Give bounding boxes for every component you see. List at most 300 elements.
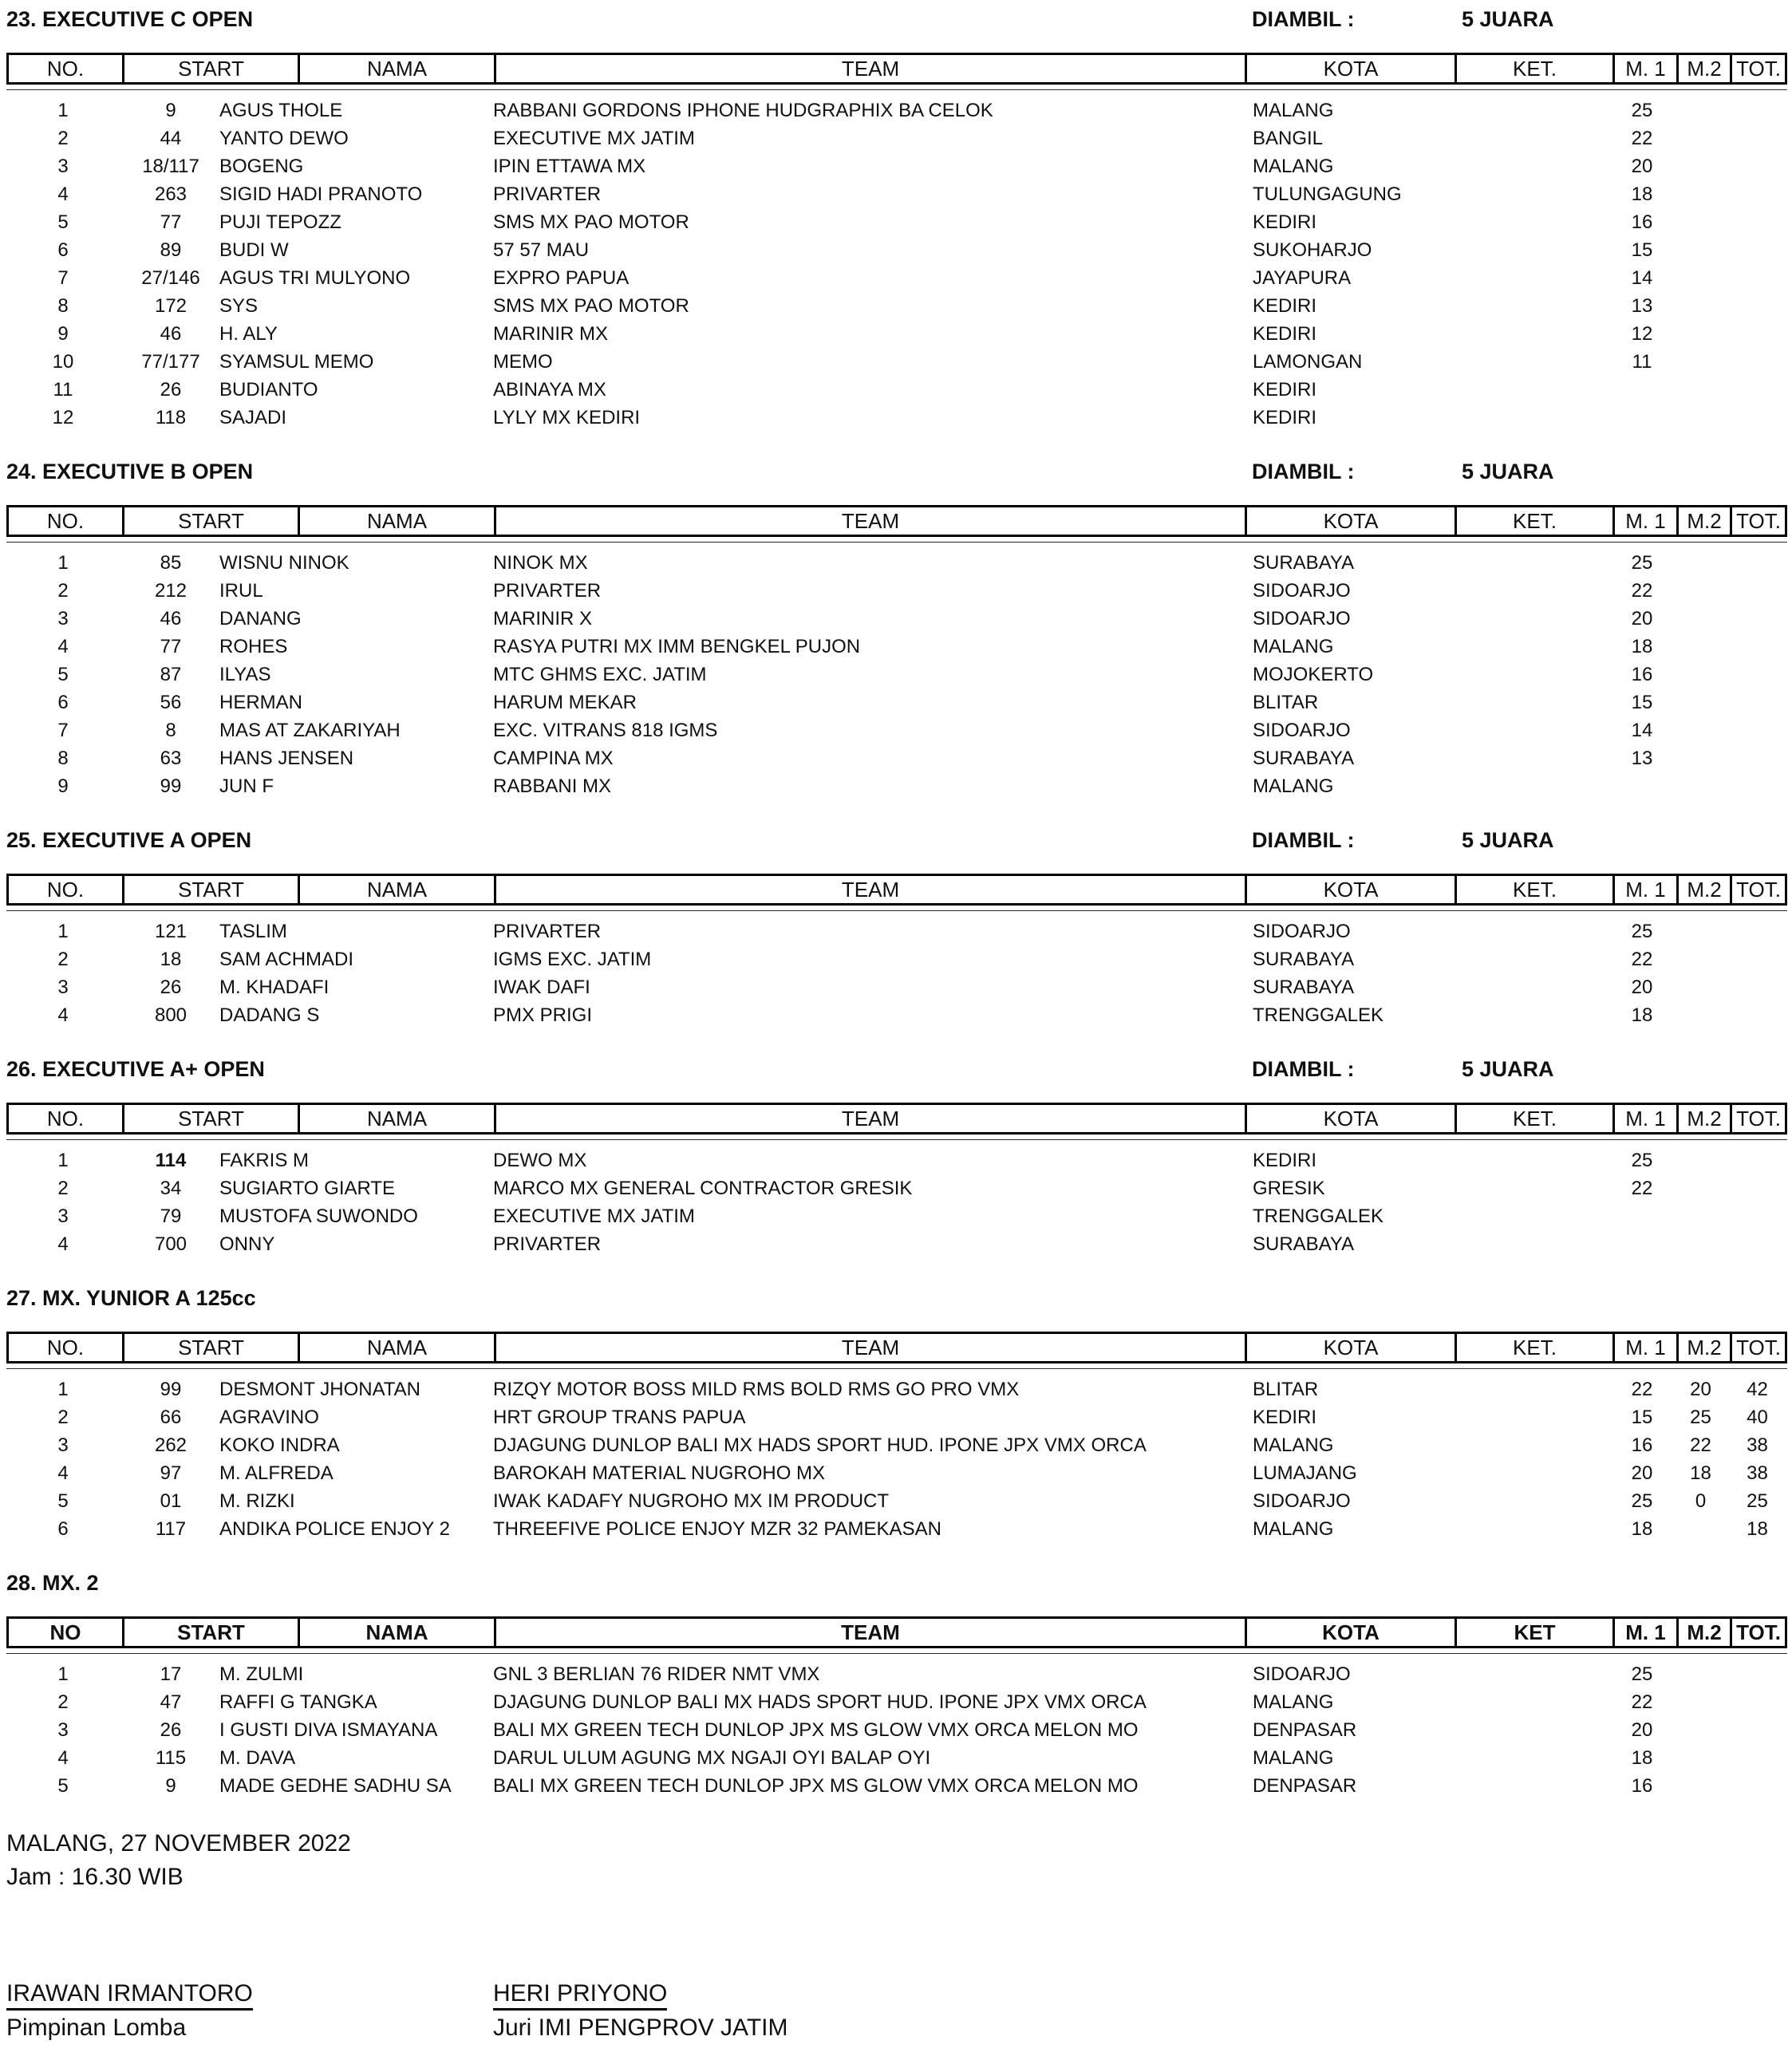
header-cell-ket: KET. [1455, 876, 1612, 903]
cell-m1: 18 [1631, 1518, 1653, 1540]
header-cell-nama: NAMA [298, 55, 494, 82]
cell-m2: 20 [1690, 1379, 1711, 1400]
cell-m2: 0 [1695, 1490, 1707, 1512]
table-row [6, 376, 1787, 404]
table-row [6, 264, 1787, 292]
cell-kota: KEDIRI [1253, 407, 1317, 428]
cell-m1: 18 [1631, 1747, 1653, 1769]
cell-kota: BANGIL [1253, 128, 1324, 149]
cell-no: 10 [52, 351, 74, 373]
results-table-header [6, 1103, 1787, 1135]
cell-nama: ROHES [219, 636, 288, 657]
cell-nama: SYAMSUL MEMO [219, 351, 374, 373]
cell-m2: 25 [1690, 1407, 1711, 1428]
header-cell-m1: M. 1 [1612, 1334, 1676, 1361]
cell-nama: AGUS THOLE [219, 100, 343, 121]
cell-m1: 20 [1631, 156, 1653, 177]
cell-kota: JAYAPURA [1253, 267, 1352, 289]
cell-kota: SURABAYA [1253, 949, 1355, 970]
table-row [6, 152, 1787, 180]
cell-m1: 22 [1631, 949, 1653, 970]
cell-m1: 14 [1631, 720, 1653, 741]
cell-kota: BLITAR [1253, 1379, 1319, 1400]
cell-m1: 22 [1631, 1379, 1653, 1400]
signature-right [493, 1980, 787, 2044]
header-underline [6, 89, 1787, 90]
cell-team: SMS MX PAO MOTOR [493, 295, 689, 317]
diambil-label: DIAMBIL : [1252, 460, 1355, 483]
cell-team: GNL 3 BERLIAN 76 RIDER NMT VMX [493, 1663, 820, 1685]
cell-no: 4 [57, 1004, 69, 1026]
cell-kota: SIDOARJO [1253, 921, 1351, 942]
table-row [6, 1487, 1787, 1515]
cell-start: 800 [154, 1004, 187, 1026]
cell-no: 2 [57, 1178, 69, 1199]
cell-m1: 22 [1631, 580, 1653, 602]
cell-kota: SURABAYA [1253, 977, 1355, 998]
table-row [6, 348, 1787, 376]
results-table-header [6, 53, 1787, 85]
header-cell-m2: M.2 [1676, 1334, 1730, 1361]
cell-tot: 38 [1747, 1434, 1768, 1456]
header-cell-no: NO. [46, 1335, 85, 1359]
section-title: 27. MX. YUNIOR A 125cc [6, 1286, 256, 1310]
header-cell-m1: M. 1 [1612, 55, 1676, 82]
cell-tot: 40 [1747, 1407, 1768, 1428]
header-cell-tot: TOT. [1730, 1105, 1785, 1132]
header-cell-team: TEAM [494, 1105, 1245, 1132]
signature-role-pimpinan: Pimpinan Lomba [6, 2015, 187, 2041]
header-cell-no: NO. [46, 56, 85, 81]
document [6, 6, 1792, 2052]
table-row [6, 404, 1787, 432]
cell-start: 26 [160, 1719, 182, 1741]
results-table-header [6, 505, 1787, 537]
cell-team: SMS MX PAO MOTOR [493, 211, 689, 233]
cell-team: RABBANI GORDONS IPHONE HUDGRAPHIX BA CELOK [493, 100, 993, 121]
cell-kota: GRESIK [1253, 1178, 1325, 1199]
cell-team: EXC. VITRANS 818 IGMS [493, 720, 718, 741]
cell-nama: DADANG S [219, 1004, 320, 1026]
cell-team: PRIVARTER [493, 580, 602, 602]
cell-start: 18/117 [142, 156, 199, 177]
cell-team: HRT GROUP TRANS PAPUA [493, 1407, 746, 1428]
cell-no: 7 [57, 720, 69, 741]
cell-no: 5 [57, 211, 69, 233]
cell-m1: 25 [1631, 552, 1653, 574]
cell-team: EXPRO PAPUA [493, 267, 630, 289]
cell-kota: KEDIRI [1253, 295, 1317, 317]
header-cell-tot: TOT. [1730, 1334, 1785, 1361]
cell-no: 3 [57, 608, 69, 629]
cell-team: CAMPINA MX [493, 748, 614, 769]
cell-no: 5 [57, 1490, 69, 1512]
cell-m1: 16 [1631, 664, 1653, 685]
table-body [6, 917, 1787, 1029]
cell-kota: TULUNGAGUNG [1253, 183, 1402, 205]
cell-team: MARINIR X [493, 608, 593, 629]
header-cell-m2: M.2 [1676, 55, 1730, 82]
cell-start: 17 [160, 1663, 182, 1685]
cell-m1: 25 [1631, 1150, 1653, 1171]
cell-kota: MALANG [1253, 1518, 1334, 1540]
cell-m1: 22 [1631, 1691, 1653, 1713]
header-cell-m2: M.2 [1676, 507, 1730, 535]
table-row [6, 1230, 1787, 1258]
cell-m1: 16 [1631, 1775, 1653, 1797]
cell-no: 4 [57, 183, 69, 205]
results-section [6, 1570, 1787, 1800]
cell-no: 2 [57, 1691, 69, 1713]
header-cell-team: TEAM [494, 1619, 1245, 1646]
diambil-value: 5 JUARA [1462, 1057, 1554, 1081]
cell-kota: SURABAYA [1253, 748, 1355, 769]
cell-no: 3 [57, 1719, 69, 1741]
header-cell-ket: KET. [1455, 55, 1612, 82]
cell-no: 8 [57, 748, 69, 769]
header-cell-ket: KET. [1455, 507, 1612, 535]
cell-kota: SURABAYA [1253, 1233, 1355, 1255]
header-cell-m1: M. 1 [1612, 1105, 1676, 1132]
header-underline [6, 1139, 1787, 1140]
section-title: 23. EXECUTIVE C OPEN DIAMBIL : 5 JUARA [6, 7, 1554, 31]
cell-team: THREEFIVE POLICE ENJOY MZR 32 PAMEKASAN [493, 1518, 941, 1540]
header-cell-no: NO [49, 1620, 81, 1644]
cell-kota: MALANG [1253, 775, 1334, 797]
cell-m1: 16 [1631, 1434, 1653, 1456]
cell-no: 1 [57, 1663, 69, 1685]
cell-no: 9 [57, 323, 69, 345]
header-cell-team: TEAM [494, 1334, 1245, 1361]
header-cell-start: START [122, 507, 298, 535]
header-cell-start: START [122, 1105, 298, 1132]
cell-tot: 38 [1747, 1462, 1768, 1484]
footer [6, 1827, 1792, 1894]
cell-team: IWAK KADAFY NUGROHO MX IM PRODUCT [493, 1490, 890, 1512]
cell-nama: KOKO INDRA [219, 1434, 340, 1456]
diambil-label: DIAMBIL : [1252, 828, 1355, 852]
cell-m1: 18 [1631, 636, 1653, 657]
table-row [6, 1174, 1787, 1202]
cell-nama: RAFFI G TANGKA [219, 1691, 377, 1713]
header-cell-m1: M. 1 [1612, 1619, 1676, 1646]
table-row [6, 1660, 1787, 1688]
cell-team: HARUM MEKAR [493, 692, 637, 713]
cell-tot: 25 [1747, 1490, 1768, 1512]
cell-team: PRIVARTER [493, 183, 602, 205]
cell-no: 1 [57, 1379, 69, 1400]
header-cell-m1: M. 1 [1612, 876, 1676, 903]
header-cell-no: NO. [46, 508, 85, 533]
table-body [6, 549, 1787, 800]
cell-no: 6 [57, 239, 69, 261]
cell-nama: HERMAN [219, 692, 303, 713]
cell-start: 26 [160, 977, 182, 998]
cell-nama: ONNY [219, 1233, 275, 1255]
cell-start: 26 [160, 379, 182, 401]
header-cell-nama: NAMA [298, 1619, 494, 1646]
cell-nama: M. DAVA [219, 1747, 296, 1769]
cell-start: 212 [154, 580, 187, 602]
sections [6, 6, 1792, 1800]
cell-m1: 11 [1632, 351, 1652, 373]
cell-nama: BUDIANTO [219, 379, 318, 401]
cell-start: 172 [154, 295, 187, 317]
cell-team: DARUL ULUM AGUNG MX NGAJI OYI BALAP OYI [493, 1747, 931, 1769]
results-section [6, 6, 1787, 432]
cell-m1: 18 [1631, 183, 1653, 205]
cell-team: PRIVARTER [493, 1233, 602, 1255]
cell-start: 118 [155, 407, 187, 428]
header-cell-start: START [122, 1334, 298, 1361]
table-row [6, 1202, 1787, 1230]
cell-m1: 25 [1631, 1663, 1653, 1685]
header-cell-team: TEAM [494, 55, 1245, 82]
cell-start: 27/146 [141, 267, 200, 289]
cell-no: 3 [57, 1206, 69, 1227]
header-cell-kota: KOTA [1245, 876, 1455, 903]
cell-team: LYLY MX KEDIRI [493, 407, 641, 428]
results-section [6, 1056, 1787, 1258]
cell-no: 9 [57, 775, 69, 797]
cell-m1: 25 [1631, 1490, 1653, 1512]
cell-m1: 25 [1631, 921, 1653, 942]
cell-team: MEMO [493, 351, 553, 373]
cell-no: 3 [57, 1434, 69, 1456]
cell-team: DJAGUNG DUNLOP BALI MX HADS SPORT HUD. IPONE JPX VMX ORCA [493, 1434, 1147, 1456]
header-underline [6, 910, 1787, 911]
cell-start: 85 [160, 552, 182, 574]
cell-team: IWAK DAFI [493, 977, 590, 998]
header-cell-kota: KOTA [1245, 1619, 1455, 1646]
cell-team: NINOK MX [493, 552, 588, 574]
cell-kota: SURABAYA [1253, 552, 1355, 574]
cell-start: 34 [160, 1178, 182, 1199]
cell-no: 5 [57, 664, 69, 685]
cell-nama: ILYAS [219, 664, 271, 685]
cell-nama: M. RIZKI [219, 1490, 295, 1512]
signature-left [6, 1980, 253, 2044]
cell-team: IPIN ETTAWA MX [493, 156, 646, 177]
cell-no: 1 [57, 921, 69, 942]
cell-no: 4 [57, 1233, 69, 1255]
table-row [6, 1375, 1787, 1403]
table-row [6, 1146, 1787, 1174]
cell-team: MARCO MX GENERAL CONTRACTOR GRESIK [493, 1178, 913, 1199]
header-cell-no: NO. [46, 877, 85, 902]
cell-kota: SIDOARJO [1253, 1490, 1351, 1512]
cell-nama: ANDIKA POLICE ENJOY 2 [219, 1518, 450, 1540]
cell-no: 2 [57, 128, 69, 149]
header-cell-tot: TOT. [1730, 876, 1785, 903]
cell-nama: IRUL [219, 580, 263, 602]
diambil-label: DIAMBIL : [1252, 1057, 1355, 1081]
header-underline [6, 1653, 1787, 1654]
cell-no: 3 [57, 977, 69, 998]
cell-start: 117 [155, 1518, 187, 1540]
cell-team: DEWO MX [493, 1150, 587, 1171]
cell-no: 6 [57, 692, 69, 713]
header-cell-m2: M.2 [1676, 876, 1730, 903]
cell-no: 6 [57, 1518, 69, 1540]
results-table-header [6, 874, 1787, 906]
cell-no: 1 [57, 552, 69, 574]
cell-nama: MADE GEDHE SADHU SA [219, 1775, 452, 1797]
cell-no: 12 [52, 407, 74, 428]
signature-area [6, 1980, 1792, 2052]
cell-no: 4 [57, 1747, 69, 1769]
diambil-value: 5 JUARA [1462, 828, 1554, 852]
table-row [6, 208, 1787, 236]
cell-nama: PUJI TEPOZZ [219, 211, 341, 233]
cell-team: MTC GHMS EXC. JATIM [493, 664, 707, 685]
table-row [6, 1001, 1787, 1029]
results-section [6, 1285, 1787, 1543]
cell-no: 2 [57, 949, 69, 970]
cell-nama: DESMONT JHONATAN [219, 1379, 421, 1400]
header-cell-kota: KOTA [1245, 1334, 1455, 1361]
cell-kota: DENPASAR [1253, 1719, 1357, 1741]
table-row [6, 292, 1787, 320]
cell-nama: BOGENG [219, 156, 304, 177]
header-cell-tot: TOT. [1730, 55, 1785, 82]
table-body [6, 97, 1787, 432]
header-cell-ket: KET. [1455, 1105, 1612, 1132]
table-row [6, 633, 1787, 661]
cell-team: PMX PRIGI [493, 1004, 593, 1026]
cell-start: 77/177 [141, 351, 200, 373]
cell-m1: 15 [1631, 239, 1653, 261]
cell-kota: TRENGGALEK [1253, 1004, 1384, 1026]
signature-name-pimpinan: IRAWAN IRMANTORO [6, 1980, 253, 2011]
cell-kota: SIDOARJO [1253, 1663, 1351, 1685]
cell-start: 77 [160, 636, 182, 657]
cell-start: 8 [165, 720, 176, 741]
cell-kota: MALANG [1253, 1434, 1334, 1456]
cell-no: 4 [57, 1462, 69, 1484]
cell-no: 8 [57, 295, 69, 317]
cell-team: 57 57 MAU [493, 239, 590, 261]
cell-m1: 18 [1631, 1004, 1653, 1026]
header-cell-team: TEAM [494, 876, 1245, 903]
cell-m1: 16 [1631, 211, 1653, 233]
footer-time: Jam : 16.30 WIB [6, 1864, 184, 1890]
table-row [6, 1716, 1787, 1744]
cell-nama: SUGIARTO GIARTE [219, 1178, 396, 1199]
cell-no: 11 [53, 379, 73, 401]
cell-m1: 15 [1631, 1407, 1653, 1428]
cell-kota: SUKOHARJO [1253, 239, 1372, 261]
cell-kota: MALANG [1253, 636, 1334, 657]
header-cell-start: START [122, 1619, 298, 1646]
table-row [6, 1431, 1787, 1459]
cell-tot: 18 [1747, 1518, 1768, 1540]
table-row [6, 1403, 1787, 1431]
table-row [6, 945, 1787, 973]
table-row [6, 689, 1787, 716]
cell-kota: BLITAR [1253, 692, 1319, 713]
cell-start: 66 [160, 1407, 182, 1428]
section-title: 25. EXECUTIVE A OPEN DIAMBIL : 5 JUARA [6, 828, 1554, 852]
cell-nama: SYS [219, 295, 259, 317]
cell-start: 121 [154, 921, 187, 942]
cell-nama: SIGID HADI PRANOTO [219, 183, 423, 205]
header-cell-start: START [122, 876, 298, 903]
cell-no: 5 [57, 1775, 69, 1797]
cell-start: 700 [154, 1233, 187, 1255]
cell-kota: MOJOKERTO [1253, 664, 1374, 685]
cell-nama: TASLIM [219, 921, 287, 942]
cell-nama: M. ALFREDA [219, 1462, 334, 1484]
cell-kota: SIDOARJO [1253, 720, 1351, 741]
cell-start: 99 [160, 775, 182, 797]
cell-m2: 22 [1690, 1434, 1711, 1456]
section-title: 28. MX. 2 [6, 1571, 99, 1595]
cell-no: 4 [57, 636, 69, 657]
cell-team: EXECUTIVE MX JATIM [493, 1206, 695, 1227]
table-row [6, 1459, 1787, 1487]
cell-nama: FAKRIS M [219, 1150, 310, 1171]
header-cell-nama: NAMA [298, 1334, 494, 1361]
signature-name-juri: HERI PRIYONO [493, 1980, 667, 2011]
cell-kota: LUMAJANG [1253, 1462, 1357, 1484]
results-table-header [6, 1616, 1787, 1648]
footer-location-date: MALANG, 27 NOVEMBER 2022 [6, 1830, 351, 1857]
cell-start: 87 [160, 664, 182, 685]
cell-kota: KEDIRI [1253, 323, 1317, 345]
cell-kota: MALANG [1253, 156, 1334, 177]
cell-nama: SAJADI [219, 407, 287, 428]
header-underline [6, 1368, 1787, 1369]
table-body [6, 1660, 1787, 1800]
table-row [6, 320, 1787, 348]
cell-start: 89 [160, 239, 182, 261]
header-cell-tot: TOT. [1730, 1619, 1785, 1646]
cell-nama: H. ALY [219, 323, 278, 345]
header-cell-start: START [122, 55, 298, 82]
cell-team: BAROKAH MATERIAL NUGROHO MX [493, 1462, 826, 1484]
cell-nama: WISNU NINOK [219, 552, 349, 574]
cell-kota: SIDOARJO [1253, 580, 1351, 602]
header-cell-kota: KOTA [1245, 1105, 1455, 1132]
table-row [6, 973, 1787, 1001]
cell-start: 114 [155, 1150, 187, 1171]
cell-start: 115 [155, 1747, 187, 1769]
table-body [6, 1146, 1787, 1258]
cell-nama: AGUS TRI MULYONO [219, 267, 411, 289]
table-row [6, 917, 1787, 945]
table-row [6, 1744, 1787, 1772]
cell-kota: KEDIRI [1253, 1407, 1317, 1428]
cell-team: BALI MX GREEN TECH DUNLOP JPX MS GLOW VMX ORCA MELON MO [493, 1719, 1139, 1741]
table-body [6, 1375, 1787, 1543]
cell-start: 63 [160, 748, 182, 769]
table-row [6, 772, 1787, 800]
cell-m1: 14 [1631, 267, 1653, 289]
cell-team: IGMS EXC. JATIM [493, 949, 652, 970]
diambil-value: 5 JUARA [1462, 460, 1554, 483]
table-row [6, 236, 1787, 264]
cell-start: 01 [160, 1490, 182, 1512]
cell-m1: 20 [1631, 977, 1653, 998]
cell-nama: M. KHADAFI [219, 977, 330, 998]
cell-kota: TRENGGALEK [1253, 1206, 1384, 1227]
cell-m1: 20 [1631, 1719, 1653, 1741]
cell-m1: 20 [1631, 1462, 1653, 1484]
cell-start: 18 [160, 949, 182, 970]
cell-no: 1 [57, 1150, 69, 1171]
header-underline [6, 542, 1787, 543]
